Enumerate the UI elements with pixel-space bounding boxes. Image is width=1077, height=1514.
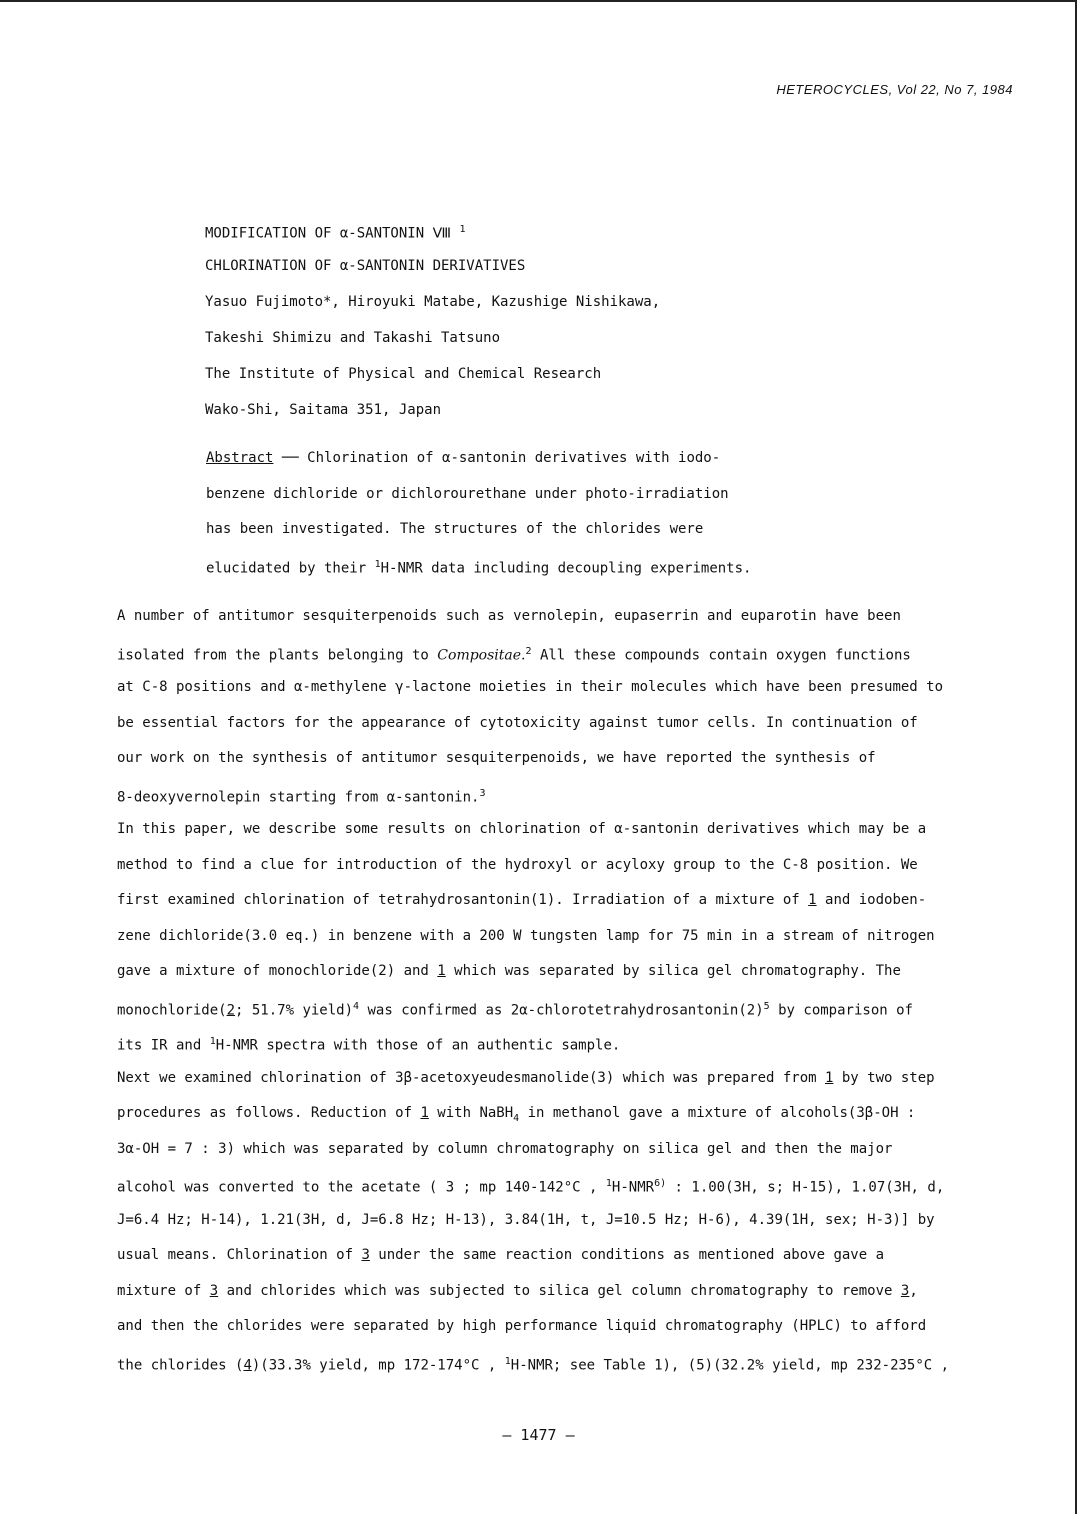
body-line: J=6.4 Hz; H-14), 1.21(3H, d, J=6.8 Hz; H-13), 3.84(1H, t, J=10.5 Hz; H-6), 4.39(1H, sex; H-3)] by — [117, 1211, 935, 1228]
authors-line-1: Yasuo Fujimoto*, Hiroyuki Matabe, Kazushige Nishikawa, — [205, 294, 661, 310]
body-text — [117, 606, 997, 1387]
body-line: Next we examined chlorination of 3β-acetoxyeudesmanolide(3) which was prepared from 1 by two step — [117, 1069, 935, 1086]
body-line: its IR and $^1$H-NMR spectra with those of an authentic sample. — [117, 1036, 621, 1054]
abstract — [206, 448, 826, 590]
title-reference: 1 — [459, 224, 466, 235]
body-line: usual means. Chlorination of 3 under the same reaction conditions as mentioned above gave a — [117, 1247, 885, 1263]
abstract-line-3: has been investigated. The structures of the chlorides were — [206, 521, 704, 537]
affiliation-line-1: The Institute of Physical and Chemical Research — [205, 366, 602, 382]
paper-subtitle: CHLORINATION OF α-SANTONIN DERIVATIVES — [205, 258, 526, 274]
body-line: be essential factors for the appearance of cytotoxicity against tumor cells. In continuation of — [117, 714, 918, 731]
body-line: In this paper, we describe some results on chlorination of α-santonin derivatives which may be a — [117, 821, 927, 837]
body-line: at C-8 positions and α-methylene γ-lactone moieties in their molecules which have been presumed to — [117, 679, 944, 695]
body-line: and then the chlorides were separated by high performance liquid chromatography (HPLC) to afford — [117, 1318, 927, 1334]
body-line: alcohol was converted to the acetate ( 3 ; mp 140-142°C , $^1$H-NMR$^{6)}$ : 1.00(3H, s; H-15), 1.07(3H, d, — [117, 1178, 945, 1196]
authors-line-2: Takeshi Shimizu and Takashi Tatsuno — [205, 330, 501, 346]
abstract-line-1: Abstract ── Chlorination of α-santonin derivatives with iodo- — [206, 450, 721, 466]
affiliation-line-2: Wako-Shi, Saitama 351, Japan — [205, 402, 442, 418]
body-line: A number of antitumor sesquiterpenoids such as vernolepin, eupaserrin and euparotin have been — [117, 608, 901, 624]
body-line: our work on the synthesis of antitumor sesquiterpenoids, we have reported the synthesis of — [117, 750, 876, 766]
body-line: monochloride(2; 51.7% yield)$^4$ was confirmed as $2\alpha-chlorotetrahydrosantonin(2)^5$ by comparison of — [117, 1000, 913, 1019]
body-line: 8-deoxyvernolepin starting from α-santonin.$^3$ — [117, 787, 486, 806]
abstract-line-2: benzene dichloride or dichlorourethane under photo-irradiation — [206, 485, 729, 502]
body-line: gave a mixture of monochloride(2) and 1 which was separated by silica gel chromatography. The — [117, 963, 901, 979]
journal-header: HETEROCYCLES, Vol 22, No 7, 1984 — [776, 82, 1013, 97]
body-line: first examined chlorination of tetrahydrosantonin(1). Irradiation of a mixture of 1 and iodoben- — [117, 892, 927, 908]
page-border-top — [0, 0, 1077, 2]
body-line: isolated from the plants belonging to Compositae.$^2$ All these compounds contain oxygen functions — [117, 645, 911, 664]
body-line: procedures as follows. Reduction of 1 with NaBH$_4$ in methanol gave a mixture of alcohols(3β-OH : — [117, 1105, 916, 1124]
abstract-label: Abstract — [206, 450, 274, 466]
body-line: method to find a clue for introduction of the hydroxyl or acyloxy group to the C-8 position. We — [117, 856, 918, 873]
body-line: 3α-OH = 7 : 3) which was separated by column chromatography on silica gel and then the major — [117, 1140, 893, 1157]
body-line: the chlorides (4)(33.3% yield, mp 172-174°C , $^1$H-NMR; see Table 1), (5)(32.2% yield, mp 232-235°C , — [117, 1355, 950, 1374]
title-block — [205, 220, 805, 436]
body-line: mixture of 3 and chlorides which was subjected to silica gel column chromatography to remove 3, — [117, 1282, 918, 1299]
body-line: zene dichloride(3.0 eq.) in benzene with a 200 W tungsten lamp for 75 min in a stream of nitrogen — [117, 927, 935, 944]
page-number: — 1477 — — [502, 1426, 575, 1444]
abstract-line-4: elucidated by their $^1$H-NMR data including decoupling experiments. — [206, 558, 752, 577]
paper-title: MODIFICATION OF α-SANTONIN Ⅷ $^1$ — [205, 224, 466, 242]
